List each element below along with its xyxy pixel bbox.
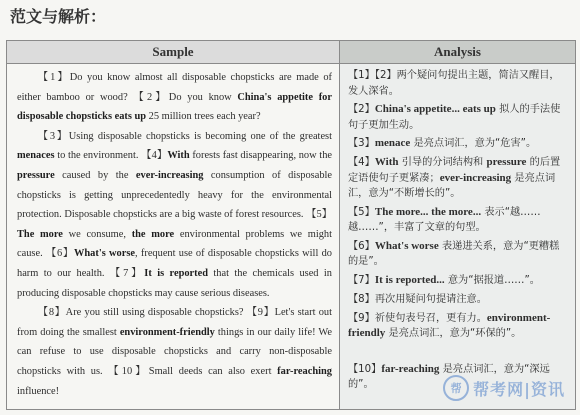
text-run: that the chemicals used in producing disposable chopsticks may cause serious diseases. — [17, 267, 332, 299]
sample-column — [7, 41, 340, 409]
highlight-phrase: China's appetite for disposable chopsticks eats up — [17, 91, 332, 123]
highlight-phrase: pressure — [17, 169, 55, 181]
highlight-phrase: pressure — [486, 156, 527, 169]
watermark-icon: 帮 — [443, 375, 469, 401]
analysis-item — [348, 311, 569, 342]
text-run: 【3】 — [348, 138, 375, 150]
text-run: 【8】Are you still using disposable chopsticks? 【9】Let's start out from doing the smallest — [17, 307, 332, 338]
sample-analysis-table — [6, 40, 576, 410]
text-run: to the environment. 【4】 — [54, 150, 168, 162]
highlight-phrase: What's worse — [374, 239, 439, 252]
text-run: 【3】Using disposable chopsticks is becoming one of the greatest — [37, 130, 332, 142]
analysis-item — [348, 68, 569, 99]
text-run: 【6】 — [348, 240, 375, 252]
analysis-item — [348, 102, 569, 133]
text-run: 是亮点词汇，意为“危害”。 — [410, 138, 537, 150]
text-run: 【4】 — [348, 157, 375, 169]
highlight-phrase: It is reported — [144, 267, 209, 279]
text-run: we consume, — [62, 228, 132, 240]
sample-column-header: Sample — [7, 41, 339, 64]
text-run: 【1】【2】两个疑问句提出主题，简洁又醒目，发人深省。 — [348, 70, 560, 97]
sample-paragraph — [17, 68, 332, 127]
text-run: 意为“据报道……”。 — [444, 275, 540, 287]
text-run: 【8】再次用疑问句提请注意。 — [348, 293, 487, 305]
sample-paragraph — [17, 127, 332, 303]
highlight-phrase: With — [374, 156, 399, 169]
highlight-phrase: What's worse — [74, 248, 136, 260]
text-run: 【7】 — [348, 275, 375, 287]
highlight-phrase: The more — [17, 228, 63, 240]
watermark-text: 帮考网|资讯 — [473, 379, 565, 399]
text-run: 【1】Do you know almost all disposable chopsticks are made of either bamboo or wood? 【2】Do you know — [17, 72, 332, 103]
text-run: 表递进关系，意为“更糟糕的是”。 — [348, 240, 560, 268]
analysis-column-header: Analysis — [340, 41, 575, 64]
text-run: influence! — [17, 385, 60, 397]
text-run: 【5】 — [348, 206, 375, 218]
highlight-phrase: far-reaching — [277, 365, 332, 377]
text-run: 拟人的手法使句子更加生动。 — [348, 104, 561, 131]
text-run: 【2】 — [348, 104, 375, 116]
analysis-item — [348, 136, 569, 152]
text-run: things in our daily life! We can refuse to use disposable chopsticks and carry non-disposable chopsticks with us. 【10】Small deeds can also exert — [17, 326, 332, 377]
highlight-phrase: the more — [131, 228, 175, 240]
highlight-phrase: menace — [374, 137, 411, 150]
analysis-item — [348, 292, 569, 308]
analysis-item — [348, 273, 569, 289]
text-run: 引导的分词结构和 — [398, 157, 487, 169]
text-run: 是亮点词汇，意为“不断增长的”。 — [348, 172, 556, 200]
highlight-phrase: With — [167, 150, 190, 162]
sample-paragraph — [17, 303, 332, 401]
text-run: 【9】祈使句表号召，更有力。 — [348, 312, 487, 324]
highlight-phrase: environment-friendly — [119, 326, 215, 338]
text-run: caused by the — [54, 169, 136, 181]
analysis-item — [348, 205, 569, 236]
highlight-phrase: ever-increasing — [135, 169, 204, 181]
analysis-column — [340, 41, 575, 409]
analysis-notes — [340, 64, 575, 393]
highlight-phrase: It is reported... — [374, 274, 445, 287]
highlight-phrase: menaces — [17, 150, 55, 162]
text-run: environmental problems we might cause. 【6】 — [17, 228, 332, 260]
text-run: 是亮点词汇，意为“环保的”。 — [385, 328, 522, 339]
text-run: consumption of disposable chopsticks is getting unprecedentedly heavy for the environmental protection. Disposable chopsticks are a big waste of forest resources. 【5】 — [17, 169, 333, 221]
watermark-logo — [443, 375, 565, 401]
text-run: 是亮点词汇，意为“深远的”。 — [348, 363, 550, 390]
highlight-phrase: environment-friendly — [348, 311, 551, 339]
text-run: 【10】 — [348, 363, 382, 375]
text-run: 表示“越……越……”，丰富了文章的句型。 — [348, 206, 541, 234]
text-run: 的后置定语使句子更紧凑； — [348, 157, 561, 184]
text-run: forests fast disappearing, now the — [189, 150, 333, 162]
highlight-phrase: ever-increasing — [439, 171, 512, 184]
text-run: 25 million trees each year? — [146, 111, 261, 123]
highlight-phrase: China's appetite... eats up — [374, 103, 496, 116]
analysis-item — [348, 239, 569, 270]
sample-essay — [7, 64, 339, 401]
section-heading: 范文与解析： — [10, 7, 107, 26]
highlight-phrase: far-reaching — [381, 362, 440, 375]
analysis-item — [348, 155, 569, 202]
text-run: , frequent use of disposable chopsticks will do harm to our health. 【7】 — [17, 248, 333, 279]
highlight-phrase: The more... the more... — [374, 205, 482, 218]
